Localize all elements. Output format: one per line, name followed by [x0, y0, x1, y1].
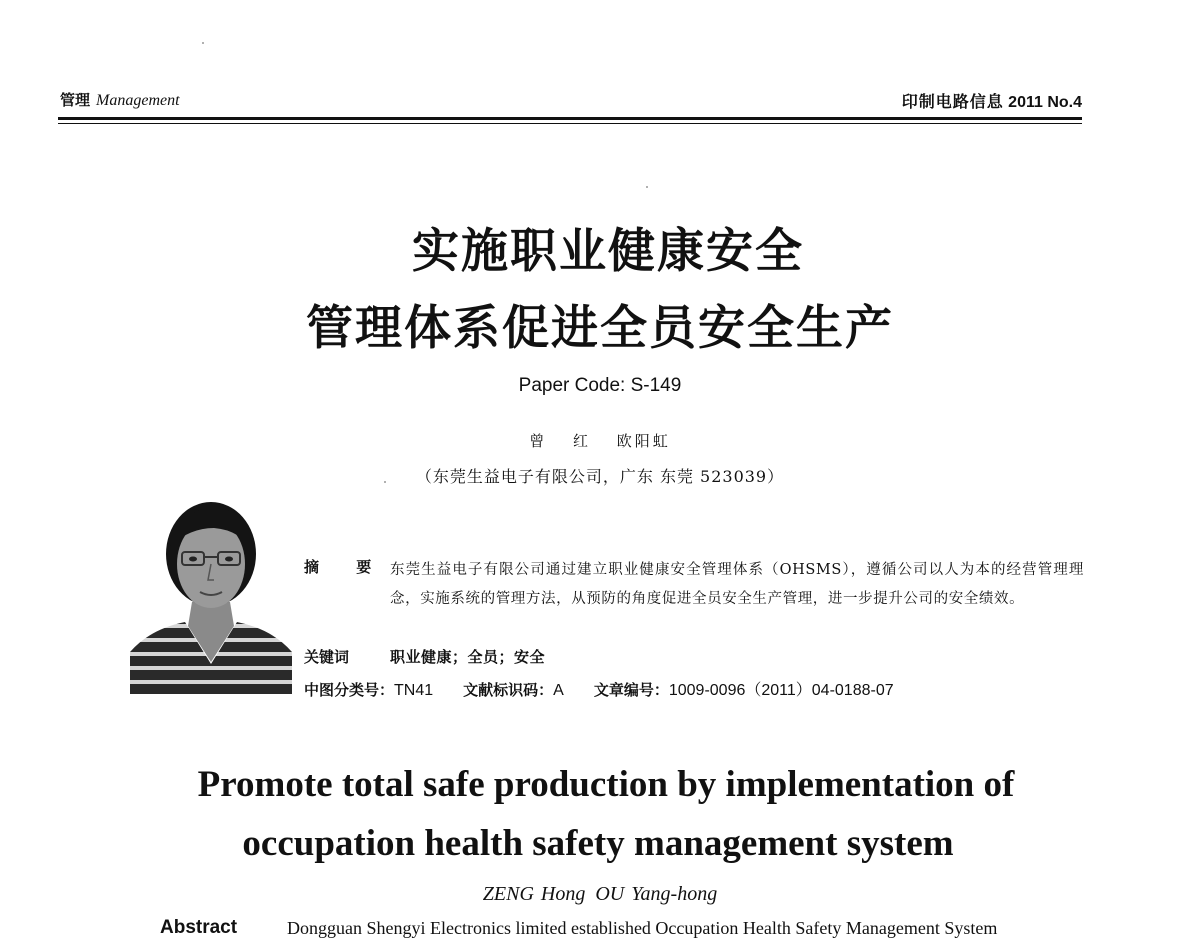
authors-en [0, 883, 1200, 906]
doc-code-value: A [553, 682, 564, 699]
title-zh-line2: 管理体系促进全员安全生产 [306, 301, 894, 356]
doc-code-label: 文献标识码： [463, 681, 554, 699]
abstract-zh-text: 东莞生益电子有限公司通过建立职业健康安全管理体系（OHSMS），遵循公司以人为本的经营管理理念，实施系统的管理方法，从预防的角度促进全员安全生产管理，进一步提升公司的安全绩效。 [390, 562, 1084, 607]
abstract-en-label: Abstract [160, 917, 238, 938]
scan-speck [202, 42, 204, 44]
author-en-1: ZENG Hong [482, 883, 586, 905]
keywords-zh-label: 关键词 [304, 648, 350, 666]
paper-code: Paper Code: S-149 [518, 375, 682, 396]
clc-label: 中图分类号： [304, 681, 395, 699]
title-en-line2: occupation health safety management system [242, 823, 954, 864]
keywords-zh-text: 职业健康；全员；安全 [390, 648, 546, 666]
running-header-section [60, 89, 180, 110]
article-no-value: 1009-0096（2011）04-0188-07 [668, 682, 894, 699]
authors-zh: 曾 红 欧阳虹 [529, 432, 671, 450]
article-no-label: 文章编号： [593, 681, 669, 699]
section-label-en: Management [96, 92, 180, 109]
header-rule-thin [58, 123, 1082, 124]
journal-name: 印制电路信息 [901, 92, 1004, 111]
clc-value: TN41 [394, 682, 434, 699]
title-en-line1: Promote total safe production by implementation of [197, 764, 1015, 805]
title-zh-line1: 实施职业健康安全 [412, 224, 804, 279]
scan-speck [646, 186, 648, 188]
classification-line [304, 677, 894, 700]
section-label-zh: 管理 [60, 91, 91, 109]
abstract-en-text: Dongguan Shengyi Electronics limited established Occupation Health Safety Management System [287, 918, 998, 938]
running-header-journal [902, 89, 1082, 112]
author-en-2: OU Yang-hong [595, 883, 718, 905]
author-portrait-icon [130, 494, 292, 694]
author-photo [130, 494, 292, 694]
journal-issue: 2011 No.4 [1008, 94, 1082, 111]
header-rule-thick [58, 117, 1082, 120]
affiliation-zh: （东莞生益电子有限公司，广东 东莞 523039） [415, 467, 785, 486]
abstract-zh-label: 摘 要 [304, 558, 388, 576]
